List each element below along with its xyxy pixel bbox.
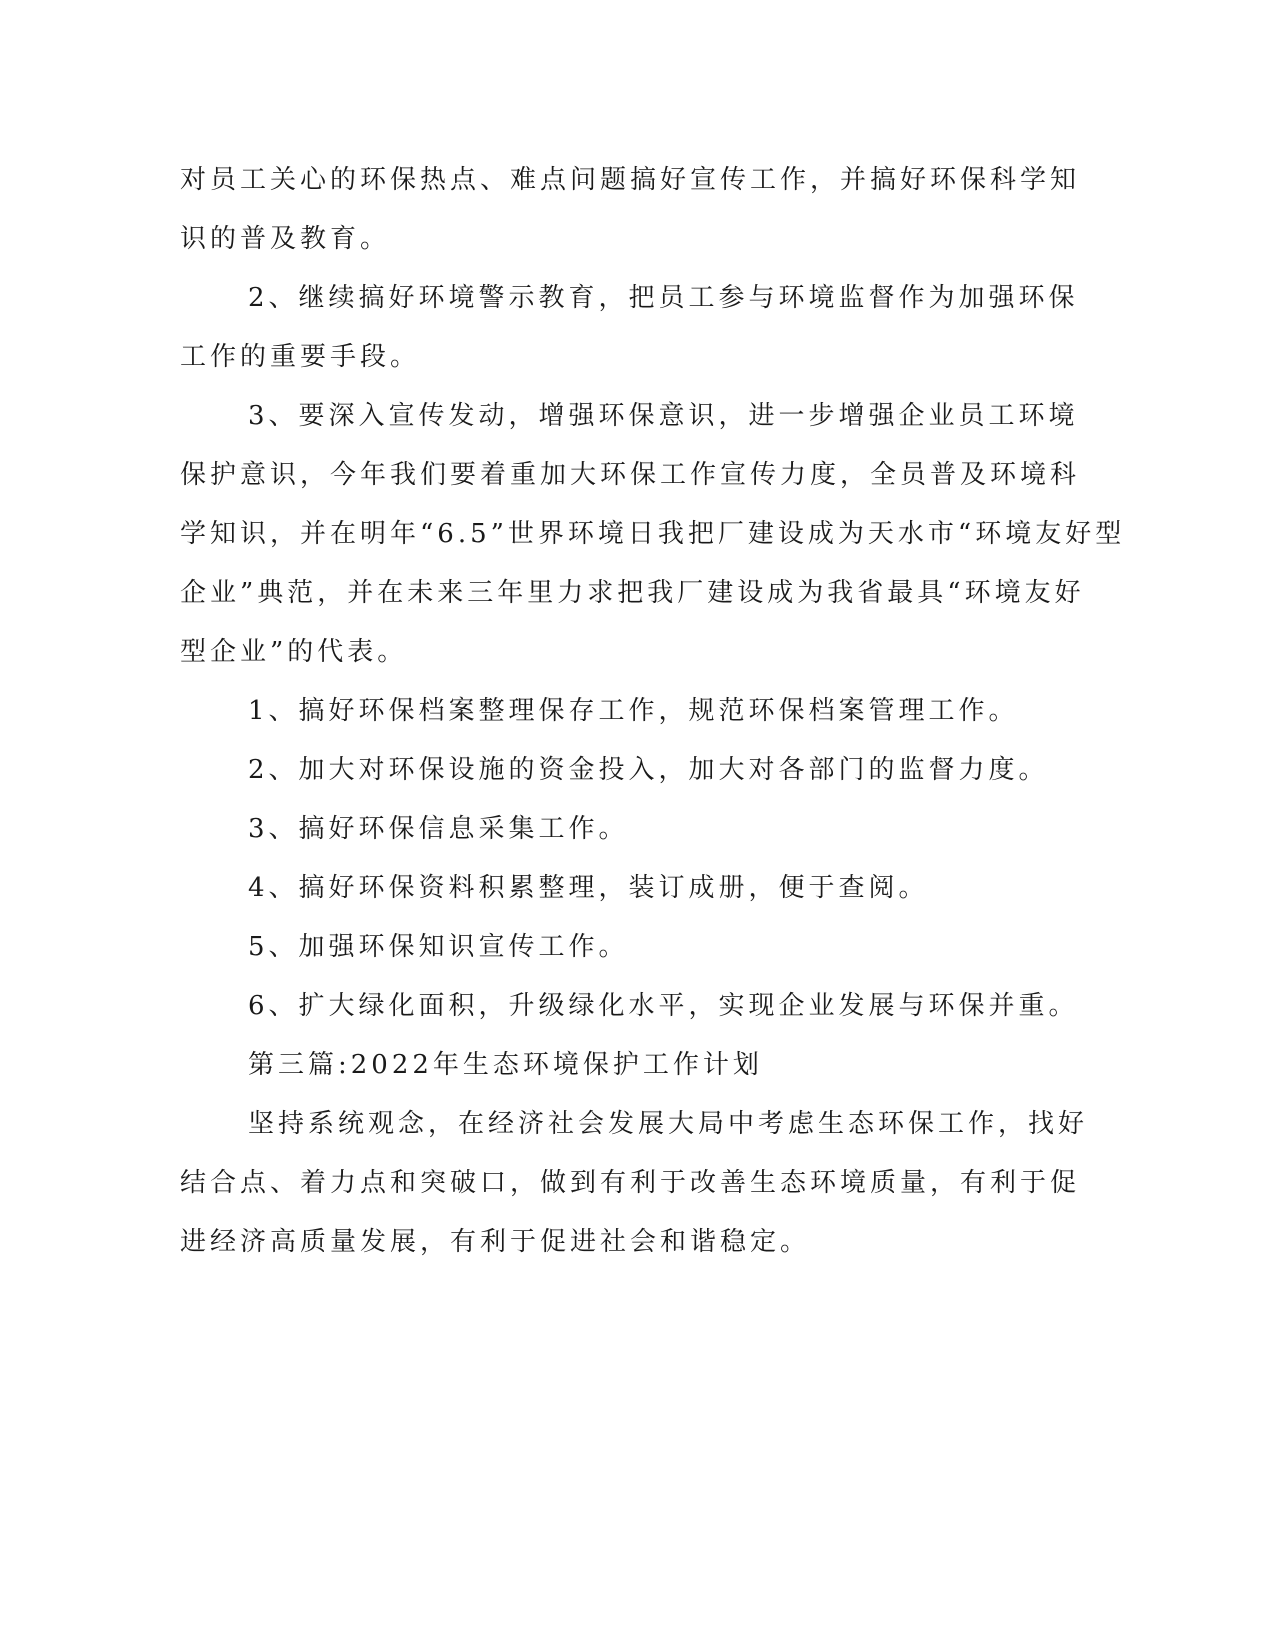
section-heading: 第三篇:2022年生态环境保护工作计划 [248, 1050, 763, 1080]
text-line: 保护意识，今年我们要着重加大环保工作宣传力度，全员普及环境科 [180, 460, 1081, 490]
text-line: 型企业”的代表。 [180, 637, 408, 667]
list-item: 3、搞好环保信息采集工作。 [248, 814, 629, 844]
list-item: 2、继续搞好环境警示教育，把员工参与环境监督作为加强环保 [248, 283, 1079, 313]
paragraph-line: 结合点、着力点和突破口，做到有利于改善生态环境质量，有利于促 [180, 1168, 1081, 1198]
text-line: 企业”典范，并在未来三年里力求把我厂建设成为我省最具“环境友好 [180, 578, 1085, 608]
list-item: 1、搞好环保档案整理保存工作，规范环保档案管理工作。 [248, 696, 1019, 726]
paragraph-line: 进经济高质量发展，有利于促进社会和谐稳定。 [180, 1227, 811, 1257]
list-item: 5、加强环保知识宣传工作。 [248, 932, 629, 962]
list-item: 2、加大对环保设施的资金投入，加大对各部门的监督力度。 [248, 755, 1049, 785]
text-line: 工作的重要手段。 [180, 342, 421, 372]
text-line: 识的普及教育。 [180, 224, 391, 254]
list-item: 4、搞好环保资料积累整理，装订成册，便于查阅。 [248, 873, 929, 903]
text-line: 学知识，并在明年“6.5”世界环境日我把厂建设成为天水市“环境友好型 [180, 519, 1126, 549]
list-item: 3、要深入宣传发动，增强环保意识，进一步增强企业员工环境 [248, 401, 1079, 431]
list-item: 6、扩大绿化面积，升级绿化水平，实现企业发展与环保并重。 [248, 991, 1079, 1021]
paragraph-line: 坚持系统观念，在经济社会发展大局中考虑生态环保工作，找好 [248, 1109, 1089, 1139]
text-line: 对员工关心的环保热点、难点问题搞好宣传工作，并搞好环保科学知 [180, 165, 1081, 195]
